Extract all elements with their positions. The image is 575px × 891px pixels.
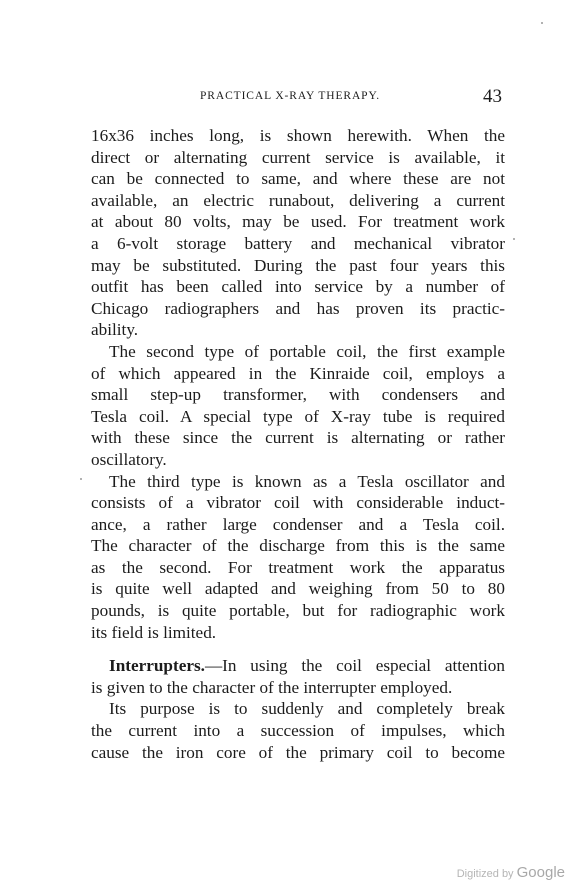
text-line bbox=[91, 655, 505, 677]
text-line: is quite well adapted and weighing from 50 to 80 bbox=[91, 579, 505, 599]
scan-speck bbox=[541, 22, 543, 24]
section-gap bbox=[91, 643, 505, 655]
watermark-prefix: Digitized by bbox=[456, 868, 514, 880]
text-line: pounds, is quite portable, but for radiographic work bbox=[91, 601, 505, 621]
text-line: of which appeared in the Kinraide coil, employs a bbox=[91, 363, 505, 383]
text-line: Tesla coil. A special type of X-ray tube is required bbox=[91, 406, 505, 426]
scan-speck bbox=[513, 238, 515, 240]
text-line: as the second. For treatment work the apparatus bbox=[91, 557, 505, 577]
text-line: consists of a vibrator coil with considerable induct- bbox=[91, 493, 505, 513]
text-line: oscillatory. bbox=[91, 449, 167, 469]
text-line: at about 80 volts, may be used. For treatment work bbox=[91, 212, 505, 232]
text-line: with these since the current is alternating or rather bbox=[91, 428, 505, 448]
text-line: outfit has been called into service by a number of bbox=[91, 277, 505, 297]
section-heading-interrupters: Interrupters. bbox=[109, 656, 205, 676]
text-line: ability. bbox=[91, 320, 139, 340]
text-line: its field is limited. bbox=[91, 622, 217, 642]
text-line: The third type is known as a Tesla oscillator and bbox=[109, 471, 505, 491]
text-line: can be connected to same, and where these are not bbox=[91, 169, 505, 189]
text-line: Chicago radiographers and has proven its practic- bbox=[91, 298, 505, 318]
text-line: The second type of portable coil, the first example bbox=[109, 341, 505, 361]
paragraph-interrupters bbox=[91, 655, 505, 698]
text-line: a 6-volt storage battery and mechanical vibrator bbox=[91, 233, 505, 253]
text-line: is given to the character of the interrupter employed. bbox=[91, 677, 453, 697]
text-line: 16x36 inches long, is shown herewith. When the bbox=[91, 126, 505, 145]
page-number: 43 bbox=[483, 86, 502, 107]
running-title: PRACTICAL X-RAY THERAPY. bbox=[200, 90, 380, 102]
text-line: The character of the discharge from this is the same bbox=[91, 536, 505, 556]
text-line: may be substituted. During the past four years this bbox=[91, 255, 505, 275]
paragraph-second-type bbox=[91, 341, 505, 471]
text-line: cause the iron core of the primary coil to become bbox=[91, 742, 505, 762]
text-line: the current into a succession of impulses, which bbox=[91, 721, 505, 741]
text-line: ance, a rather large condenser and a Tesla coil. bbox=[91, 514, 505, 534]
text-line: Its purpose is to suddenly and completely break bbox=[109, 699, 505, 719]
digitized-watermark bbox=[457, 864, 565, 881]
scan-speck bbox=[80, 478, 82, 480]
paragraph-purpose bbox=[91, 698, 505, 763]
text-line: small step-up transformer, with condensers and bbox=[91, 385, 505, 405]
text-line: available, an electric runabout, delivering a current bbox=[91, 190, 505, 210]
text-line: direct or alternating current service is available, it bbox=[91, 147, 505, 167]
watermark-brand: Google bbox=[516, 864, 565, 881]
page-text bbox=[91, 125, 505, 763]
paragraph-third-type bbox=[91, 471, 505, 644]
running-head bbox=[0, 86, 575, 110]
text-line-rest: —In using the coil especial attention bbox=[204, 656, 505, 676]
paragraph-continued bbox=[91, 125, 505, 341]
